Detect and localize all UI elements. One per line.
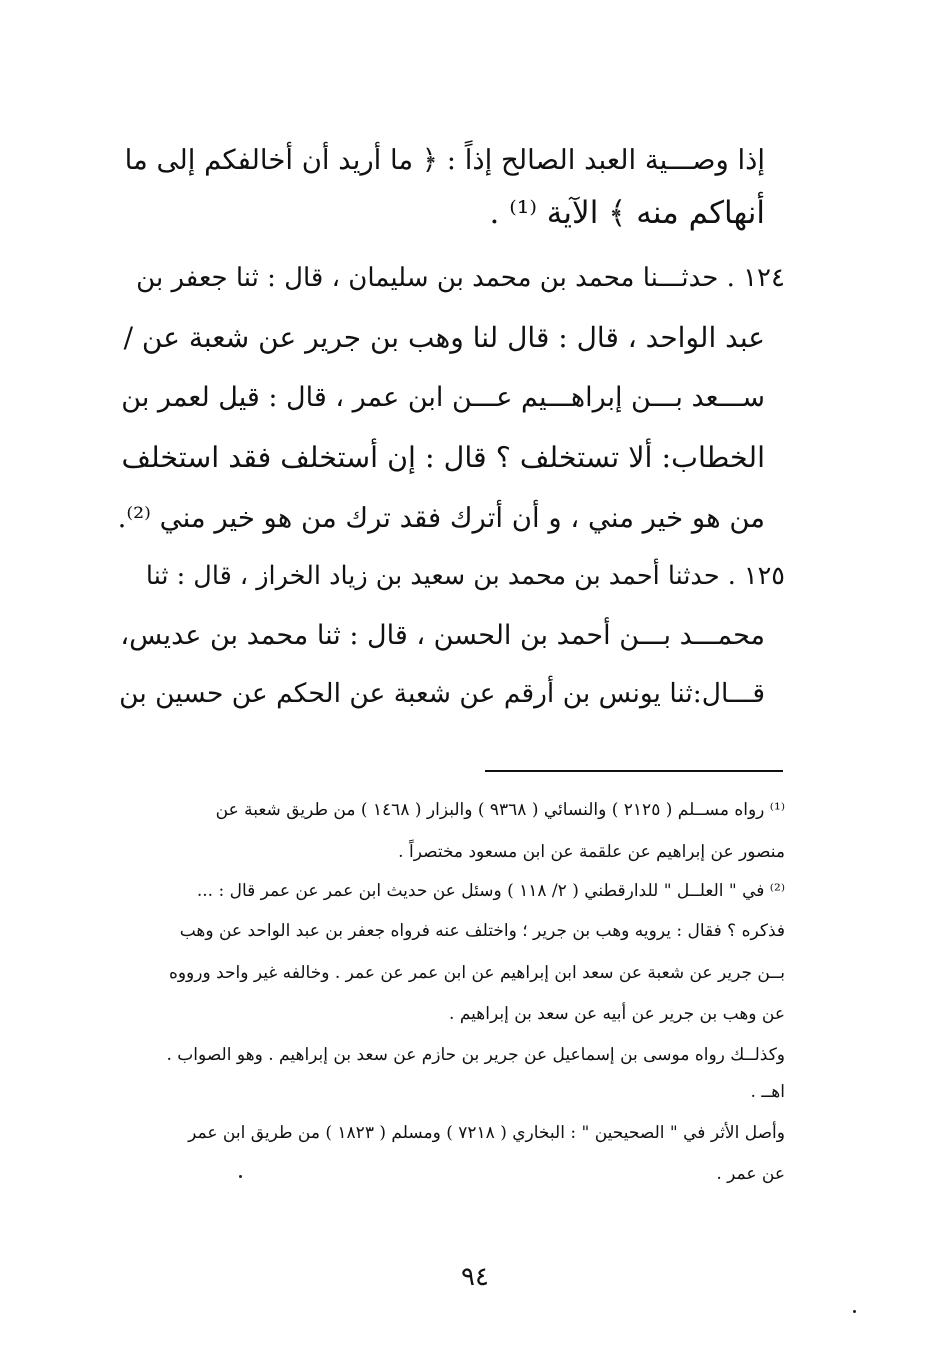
footnote-line: فذكره ؟ فقال : يرويه وهب بن جرير ؛ واختلف عنه فرواه جعفر بن عبد الواحد عن وهب xyxy=(179,921,785,941)
page-number: ٩٤ xyxy=(461,1262,489,1292)
main-text-line: قـــال:ثنا يونس بن أرقم عن شعبة عن الحكم عن حسين بن xyxy=(119,678,765,709)
main-text-line: ١٢٤ . حدثـــنا محمد بن محمد بن سليمان ، قال : ثنا جعفر بن xyxy=(136,263,785,293)
scan-speck xyxy=(239,1175,242,1178)
footnote-line: بــن جرير عن شعبة عن سعد ابن إبراهيم عن ابن عمر عن عمر . وخالفه غير واحد ورووه xyxy=(168,963,785,983)
main-text-line: عبد الواحد ، قال : قال لنا وهب بن جرير عن شعبة عن / xyxy=(123,321,765,354)
scan-speck xyxy=(853,1310,856,1313)
footnote-line: وأصل الأثر في " الصحيحين " : البخاري ( ٧٢١٨ ) ومسلم ( ١٨٢٣ ) من طريق ابن عمر xyxy=(188,1123,785,1143)
footnote-separator xyxy=(485,770,783,772)
main-text-line: من هو خير مني ، و أن أترك فقد ترك من هو خير مني ⁽²⁾. xyxy=(117,502,765,534)
main-text-line: إذا وصـــية العبد الصالح إذاً : ﴿ ما أريد أن أخالفكم إلى ما xyxy=(124,144,765,176)
footnote-line: ⁽²⁾ في " العلــل " للدارقطني ( ٢/ ١١٨ ) وسئل عن حديث ابن عمر عن عمر قال : ... xyxy=(196,881,785,901)
footnote-line: منصور عن إبراهيم عن علقمة عن ابن مسعود مختصراً . xyxy=(398,842,785,862)
footnote-line: عن وهب بن جرير عن أبيه عن سعد بن إبراهيم . xyxy=(449,1004,785,1024)
footnote-line: اهــ . xyxy=(750,1082,785,1102)
footnote-line: ⁽¹⁾ رواه مســلم ( ٢١٢٥ ) والنسائي ( ٩٣٦٨ ) والبزار ( ١٤٦٨ ) من طريق شعبة عن xyxy=(215,800,785,820)
footnote-line: عن عمر . xyxy=(716,1164,785,1184)
main-text-line: ١٢٥ . حدثنا أحمد بن محمد بن سعيد بن زياد الخراز ، قال : ثنا xyxy=(145,561,785,591)
main-text-line: الخطاب: ألا تستخلف ؟ قال : إن أستخلف فقد استخلف xyxy=(121,441,765,474)
main-text-line: ســـعد بـــن إبراهـــيم عـــن ابن عمر ، قال : قيل لعمر بن xyxy=(121,382,765,413)
footnote-line: وكذلــك رواه موسى بن إسماعيل عن جرير بن حازم عن سعد بن إبراهيم . وهو الصواب . xyxy=(166,1045,785,1065)
main-text-line: أنهاكم منه ﴾ الآية ⁽¹⁾ . xyxy=(489,195,765,231)
main-text-line: محمـــد بـــن أحمد بن الحسن ، قال : ثنا محمد بن عديس، xyxy=(120,620,765,651)
